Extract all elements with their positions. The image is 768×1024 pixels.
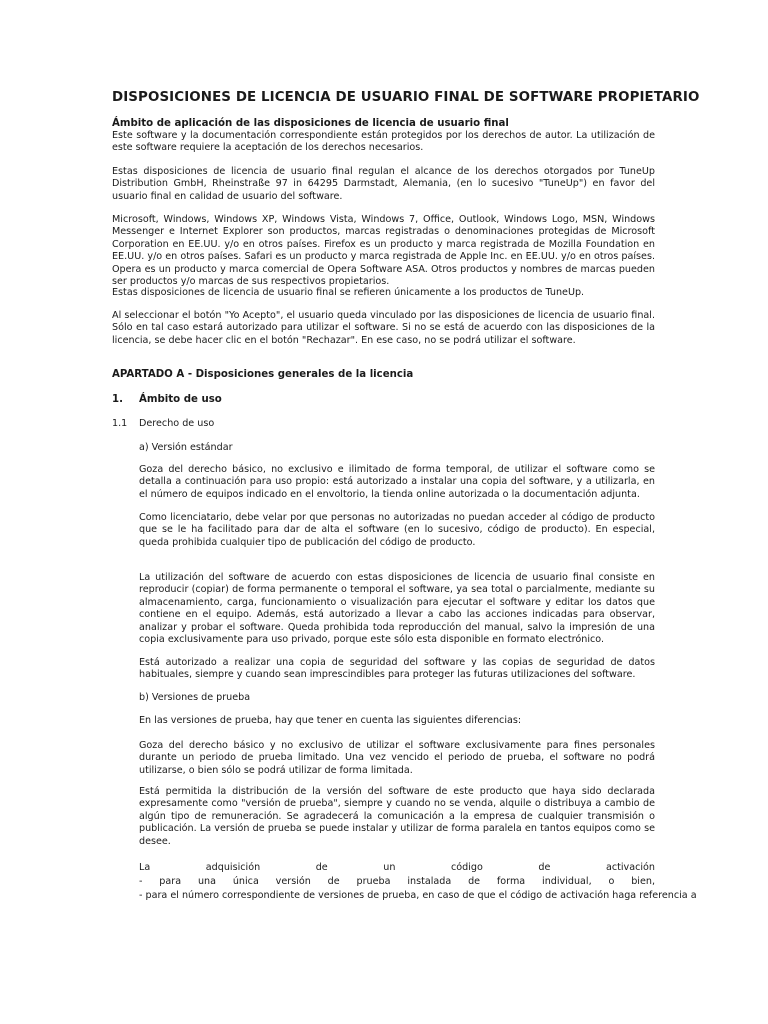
scope-heading: Ámbito de aplicación de las disposiciones de licencia de usuario final: [112, 118, 509, 129]
standard-paragraph-2: Como licenciatario, debe velar por que personas no autorizadas no puedan acceder al código de producto que se le ha facilitado para dar de alta el software (en lo sucesivo, código de producto). En especial, queda prohibida cualquier tipo de publicación del código de producto.: [139, 512, 655, 548]
intro-paragraph-2: Estas disposiciones de licencia de usuario final regulan el alcance de los derechos otorgados por TuneUp Distribution GmbH, Rheinstraße 97 in 64295 Darmstadt, Alemania, (en lo sucesivo "TuneUp") en favor del usuario final en calidad de usuario del software.: [112, 166, 655, 202]
trial-paragraph-3: Está permitida la distribución de la versión del software de este producto que haya sido declarada expresamente como "versión de prueba", siempre y cuando no se venda, alquile o distribuya a cambio de algún tipo de remuneración. Se agradecerá la comunicación a la empresa de cualquier transmisión o publicación. La versión de prueba se puede instalar y utilizar de forma paralela en tantos equipos como se desee.: [139, 786, 655, 847]
standard-version-label: a) Versión estándar: [139, 442, 233, 453]
trial-paragraph-1: En las versiones de prueba, hay que tener en cuenta las siguientes diferencias:: [139, 715, 522, 726]
intro-paragraph-1: Este software y la documentación correspondiente están protegidos por los derechos de autor. La utilización de este software requiere la aceptación de los derechos necesarios.: [112, 130, 655, 154]
section-1-number: 1.: [112, 394, 123, 405]
standard-paragraph-1: Goza del derecho básico, no exclusivo e ilimitado de forma temporal, de utilizar el software como se detalla a continuación para uso propio: está autorizado a instalar una copia del software, y a utilizarla, en el número de equipos indicado en el envoltorio, la tienda online autorizada o la documentación adjunta.: [139, 464, 655, 500]
intro-paragraph-4: Estas disposiciones de licencia de usuario final se refieren únicamente a los productos de TuneUp.: [112, 287, 585, 298]
activation-line-3: - para el número correspondiente de versiones de prueba, en caso de que el código de activación haga referencia a: [139, 890, 697, 901]
trial-version-label: b) Versiones de prueba: [139, 692, 251, 703]
trial-paragraph-2: Goza del derecho básico y no exclusivo de utilizar el software exclusivamente para fines personales durante un periodo de prueba limitado. Una vez vencido el periodo de prueba, el software no podrá utilizarse, o bien sólo se podrá utilizar de forma limitada.: [139, 740, 655, 776]
standard-paragraph-3: La utilización del software de acuerdo con estas disposiciones de licencia de usuario final consiste en reproducir (copiar) de forma permanente o temporal el software, ya sea total o parcialmente, mediante su almacenamiento, carga, funcionamiento o visualización para ejecutar el software y editar los datos que contiene en el equipo. Además, está autorizado a llevar a cabo las acciones indicadas para observar, analizar y probar el software. Queda prohibida toda reproducción del manual, salvo la impresión de una copia exclusivamente para uso privado, porque este sólo esta disponible en formato electrónico.: [139, 572, 655, 646]
intro-paragraph-5: Al seleccionar el botón "Yo Acepto", el usuario queda vinculado por las disposiciones de licencia de usuario final. Sólo en tal caso estará autorizado para utilizar el software. Si no se está de acuerdo con las disposiciones de la licencia, se debe hacer clic en el botón "Rechazar". En ese caso, no se podrá utilizar el software.: [112, 310, 655, 346]
page-title: DISPOSICIONES DE LICENCIA DE USUARIO FINAL DE SOFTWARE PROPIETARIO: [112, 90, 700, 105]
activation-line-1: La adquisición de un código de activación: [139, 862, 655, 873]
activation-line-2: - para una única versión de prueba instalada de forma individual, o bien,: [139, 876, 655, 887]
subsection-1-1-number: 1.1: [112, 418, 128, 429]
standard-paragraph-4: Está autorizado a realizar una copia de seguridad del software y las copias de seguridad de datos habituales, siempre y cuando sean imprescindibles para proteger las futuras utilizaciones del software.: [139, 657, 655, 681]
subsection-1-1-title: Derecho de uso: [139, 418, 215, 429]
intro-paragraph-3: Microsoft, Windows, Windows XP, Windows Vista, Windows 7, Office, Outlook, Windows Logo, MSN, Windows Messenger e Internet Explorer son productos, marcas registradas o denominaciones protegidas de Microsoft Corporation en EE.UU. y/o en otros países. Firefox es un producto y marca registrada de Mozilla Foundation en EE.UU. y/o en otros países. Safari es un producto y marca registrada de Apple Inc. en EE.UU. y/o en otros países. Opera es un producto y marca comercial de Opera Software ASA. Otros productos y nombres de marcas pueden ser productos y/o marcas de sus respectivos propietarios.: [112, 214, 655, 288]
section-1-title: Ámbito de uso: [139, 394, 222, 405]
section-a-heading: APARTADO A - Disposiciones generales de la licencia: [112, 369, 414, 380]
